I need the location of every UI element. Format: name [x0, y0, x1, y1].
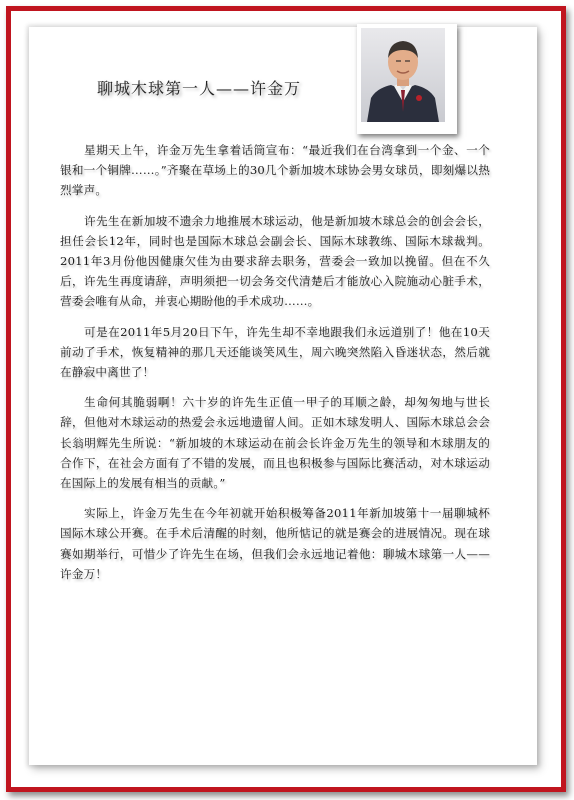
paragraph-2: 许先生在新加坡不遗余力地推展木球运动，他是新加坡木球总会的创会会长，担任会长12年，同时也是国际木球总会副会长、国际木球教练、国际木球裁判。2011年3月份他因健康欠佳为由要求辞去职务，营委会一致加以挽留。但在不久后，许先生再度请辞，声明须把一切会务交代清楚后才能放心入院施动心脏手术，营委会唯有从命，并衷心期盼他的手术成功……。 [60, 213, 490, 309]
portrait-image [361, 28, 445, 122]
article-body [60, 140, 490, 594]
paragraph-5: 实际上，许金万先生在今年初就开始积极筹备2011年新加坡第十一届聊城杯国际木球公开赛。在手术后清醒的时刻，他所惦记的就是赛会的进展情况。现在球赛如期举行，可惜少了许先生在场，但我们会永远地记着他：聊城木球第一人——许金万！ [60, 506, 490, 581]
portrait-photo [357, 24, 457, 134]
paragraph-4: 生命何其脆弱啊！六十岁的许先生正值一甲子的耳顺之龄，却匆匆地与世长辞，但他对木球运动的热爱会永远地遗留人间。正如木球发明人、国际木球总会会长翁明辉先生所说：“新加坡的木球运动在前会长许金万先生的领导和木球朋友的合作下，在社会方面有了不错的发展，而且也积极参与国际比赛活动，对木球运动在国际上的发展有相当的贡献。” [60, 395, 490, 491]
paragraph-3: 可是在2011年5月20日下午，许先生却不幸地跟我们永远道别了！他在10天前动了手术，恢复精神的那几天还能谈笑风生，周六晚突然陷入昏迷状态，然后就在静寂中离世了！ [60, 324, 490, 380]
article-title: 聊城木球第一人——许金万 [97, 79, 302, 98]
paragraph-1: 星期天上午，许金万先生拿着话筒宣布：“最近我们在台湾拿到一个金、一个银和一个铜牌……。”齐聚在草场上的30几个新加坡木球协会男女球员，即刻爆以热烈掌声。 [60, 143, 490, 198]
